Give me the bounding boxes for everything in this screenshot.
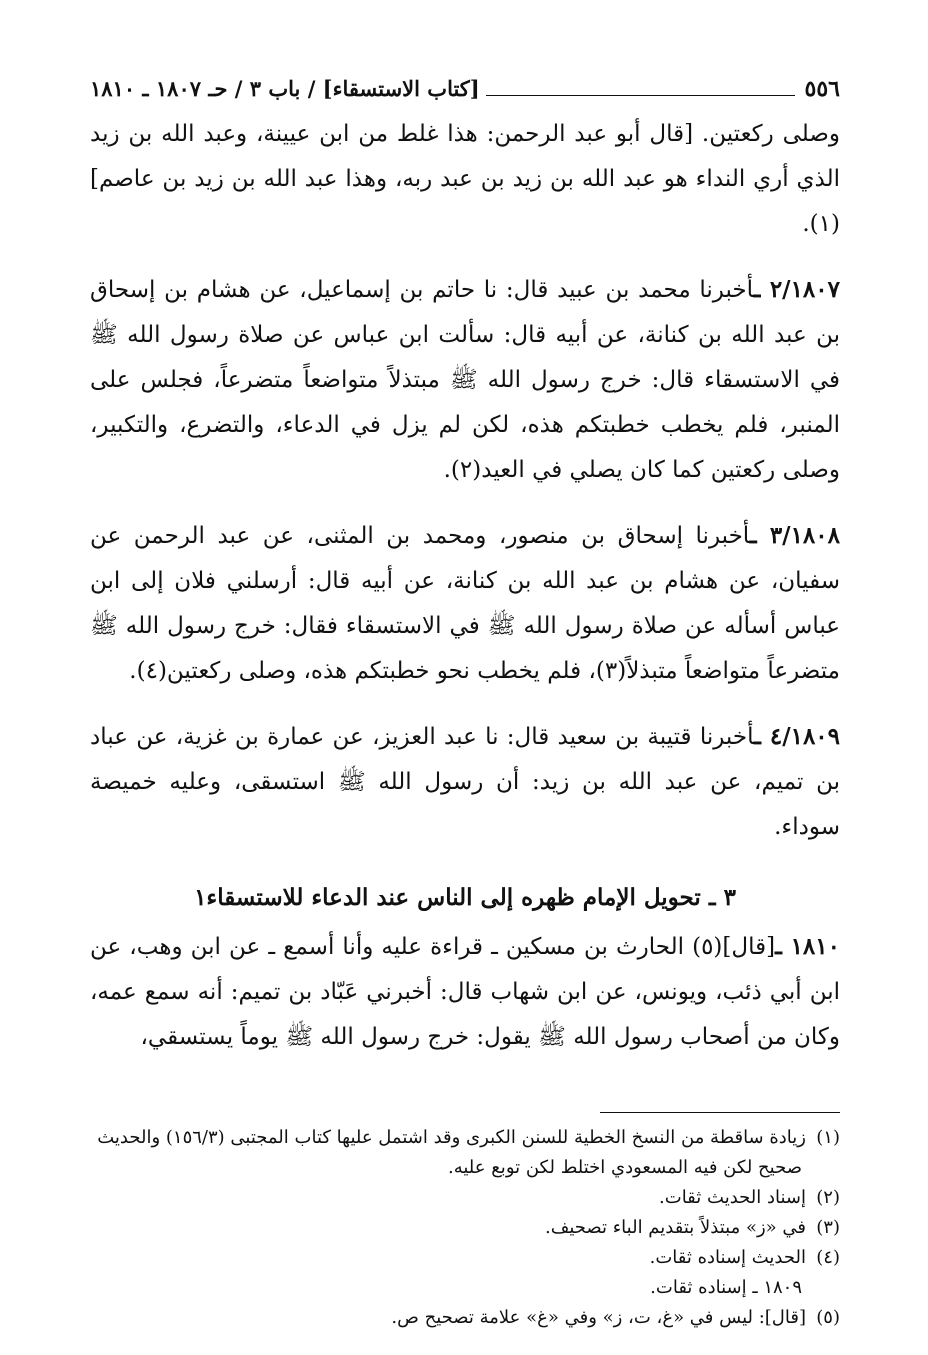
hadith-text-1809: أخبرنا قتيبة بن سعيد قال: نا عبد العزيز، عن عمارة بن غزية، عن عباد بن تميم، عن عبد الله بن زيد: أن رسول الله ﷺ استسقى، وعليه خميصة سوداء. xyxy=(90,724,840,840)
footnote-text-4: الحديث إسناده ثقات. xyxy=(649,1247,806,1268)
footnote-1809 xyxy=(90,1273,840,1303)
hadith-number-1809: ٤/١٨٠٩ ـ xyxy=(754,723,841,750)
footnote-marker-5: (٥) xyxy=(816,1307,840,1328)
page-number: ٥٥٦ xyxy=(804,76,840,102)
hadith-1810 xyxy=(90,924,840,1060)
footnote-4 xyxy=(90,1243,840,1273)
footnote-1-continued xyxy=(90,1153,840,1183)
footnote-marker-1: (١) xyxy=(816,1127,840,1148)
continued-paragraph: وصلى ركعتين. [قال أبو عبد الرحمن: هذا غلط من ابن عيينة، وعبد الله بن زيد الذي أري النداء هو عبد الله بن زيد بن عبد ربه، وهذا عبد الله بن زيد بن عاصم](١). xyxy=(90,121,840,237)
footnote-text-1809: ١٨٠٩ ـ إسناده ثقات. xyxy=(650,1277,802,1298)
hadith-text-1808: أخبرنا إسحاق بن منصور، ومحمد بن المثنى، عن عبد الرحمن عن سفيان، عن هشام بن عبد الله بن كنانة، عن أبيه قال: أرسلني فلان إلى ابن عباس أسأله عن صلاة رسول الله ﷺ في الاستسقاء فقال: خرج رسول الله ﷺ متضرعاً متواضعاً متبذلاً(٣)، فلم يخطب نحو خطبتكم هذه، وصلى ركعتين(٤). xyxy=(90,523,840,684)
hadith-1809 xyxy=(90,714,840,850)
footnote-1 xyxy=(90,1123,840,1153)
running-header xyxy=(90,70,840,104)
footnotes xyxy=(90,1123,840,1333)
hadith-number-1810: ١٨١٠ ـ xyxy=(775,933,840,960)
footnote-marker-2: (٢) xyxy=(816,1187,840,1208)
footnote-2 xyxy=(90,1183,840,1213)
hadith-text-1810: [قال](٥) الحارث بن مسكين ـ قراءة عليه وأنا أسمع ـ عن ابن وهب، عن ابن أبي ذئب، ويونس، عن ابن شهاب قال: أخبرني عَبّاد بن تميم: أنه سمع عمه، وكان من أصحاب رسول الله ﷺ يقول: خرج رسول الله ﷺ يوماً يستسقي، xyxy=(90,934,840,1050)
footnote-text-5: [قال]: ليس في «غ، ت، ز» وفي «غ» علامة تصحيح ص. xyxy=(391,1307,806,1328)
hadith-1808 xyxy=(90,513,840,694)
hadith-number-1808: ٣/١٨٠٨ ـ xyxy=(749,522,840,549)
footnote-rule xyxy=(600,1112,840,1113)
footnote-marker-3: (٣) xyxy=(816,1217,840,1238)
footnote-5 xyxy=(90,1303,840,1333)
footnote-text-3: في «ز» مبتذلاً بتقديم الباء تصحيف. xyxy=(544,1217,806,1238)
running-title: [كتاب الاستسقاء] / باب ٣ / حـ ١٨٠٧ ـ ١٨١٠ xyxy=(90,76,480,101)
footnote-text-1b: صحيح لكن فيه المسعودي اختلط لكن توبع عليه. xyxy=(448,1157,802,1178)
section-heading: ٣ ـ تحويل الإمام ظهره إلى الناس عند الدعاء للاستسقاء١ xyxy=(194,884,736,911)
footnote-3 xyxy=(90,1213,840,1243)
footnote-text-2: إسناد الحديث ثقات. xyxy=(659,1187,806,1208)
hadith-number-1807: ٢/١٨٠٧ ـ xyxy=(753,276,840,303)
footnote-marker-4: (٤) xyxy=(816,1247,840,1268)
header-rule xyxy=(486,95,795,96)
hadith-1807 xyxy=(90,267,840,493)
hadith-text-1807: أخبرنا محمد بن عبيد قال: نا حاتم بن إسماعيل، عن هشام بن إسحاق بن عبد الله بن كنانة، عن أبيه قال: سألت ابن عباس عن صلاة رسول الله ﷺ في الاستسقاء قال: خرج رسول الله ﷺ مبتذلاً متواضعاً متضرعاً، فجلس على المنبر، فلم يخطب خطبتكم هذه، لكن لم يزل في الدعاء، والتضرع، والتكبير، وصلى ركعتين كما كان يصلي في العيد(٢). xyxy=(90,277,840,483)
footnote-text-1a: زيادة ساقطة من النسخ الخطية للسنن الكبرى وقد اشتمل عليها كتاب المجتبى (١٥٦/٣) والحديث xyxy=(97,1127,806,1148)
